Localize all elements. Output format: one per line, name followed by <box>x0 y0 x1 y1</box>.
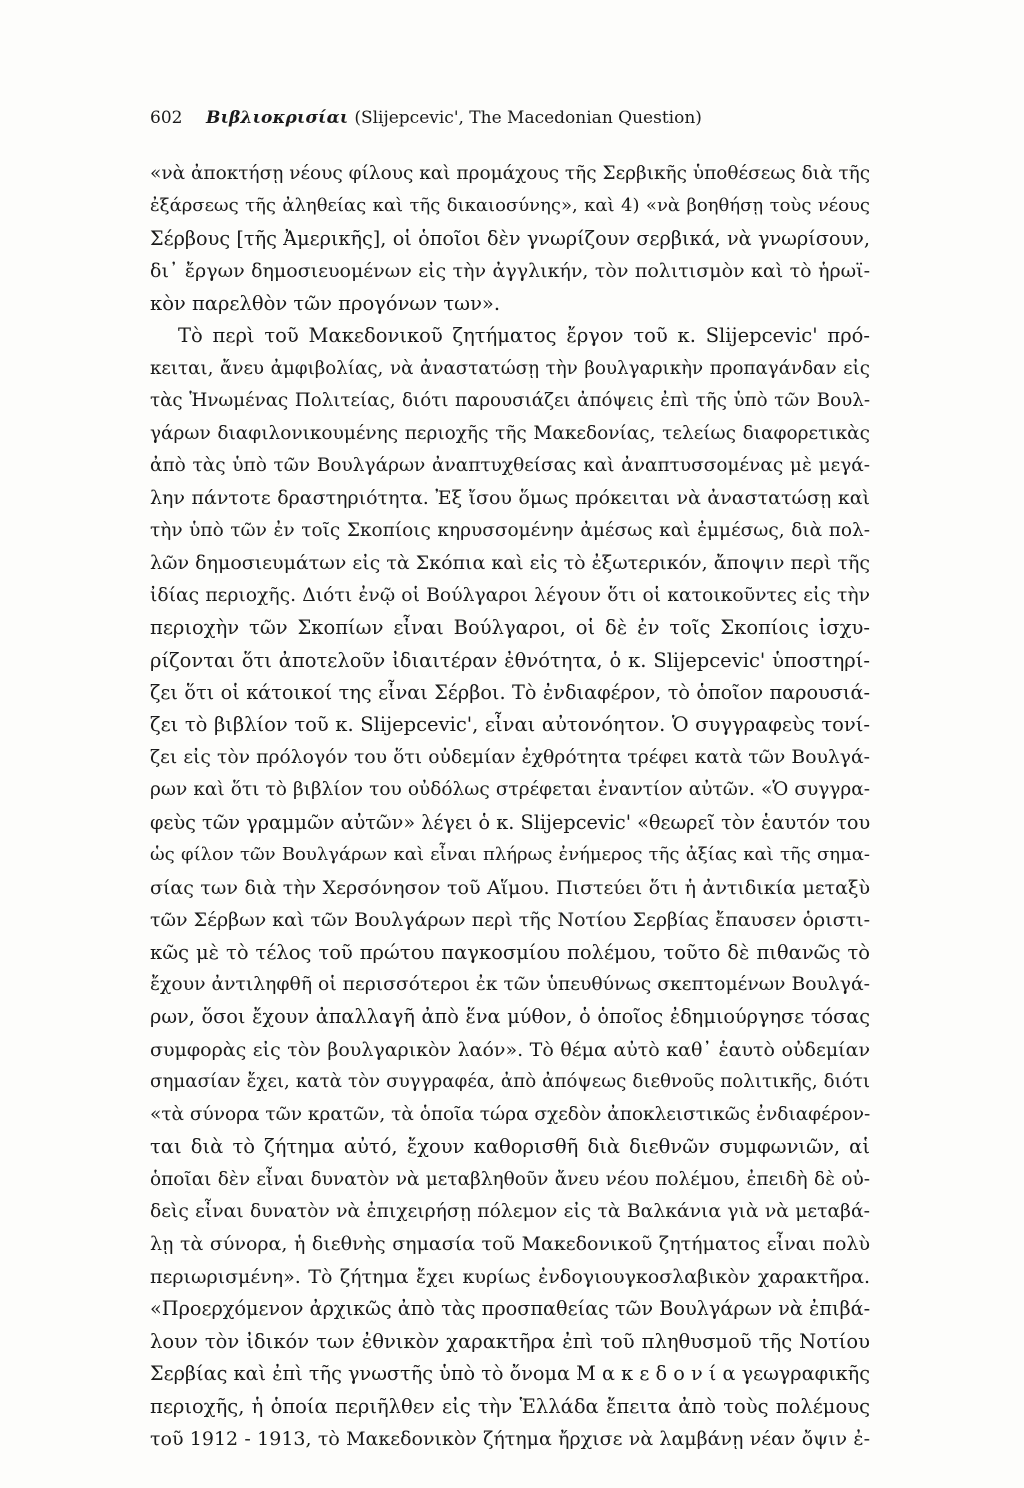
text-line: «νὰ ἀποκτήσῃ νέους φίλους καὶ προμάχους τῆς Σερβικῆς ὑποθέσεως διὰ τῆς <box>150 163 870 184</box>
text-line: Σέρβους [τῆς Ἀμερικῆς], οἱ ὁποῖοι δὲν γνωρίζουν σερβικά, νὰ γνωρίσουν, <box>150 226 870 250</box>
text-line: λην πάντοτε δραστηριότητα. Ἐξ ἴσου ὅμως πρόκειται νὰ ἀναστατώσῃ καὶ <box>150 487 870 510</box>
text-line: γάρων διαφιλονικουμένης περιοχῆς τῆς Μακεδονίας, τελείως διαφορετικὰς <box>150 422 870 444</box>
running-subtitle: (Slijepcevic', The Macedonian Question) <box>354 108 702 128</box>
running-title: Βιβλιοκρισίαι <box>206 108 349 128</box>
text-line: περιοχὴν τῶν Σκοπίων εἶναι Βούλγαροι, οἱ δὲ ἐν τοῖς Σκοπίοις ἰσχυ- <box>150 616 870 640</box>
text-line: ρίζονται ὅτι ἀποτελοῦν ἰδιαιτέραν ἐθνότητα, ὁ κ. Slijepcevic' ὑποστηρί- <box>150 648 870 672</box>
text-line: φεὺς τῶν γραμμῶν αὐτῶν» λέγει ὁ κ. Slijepcevic' «θεωρεῖ τὸν ἑαυτόν του <box>150 810 870 834</box>
text-line: ζει τὸ βιβλίον τοῦ κ. Slijepcevic', εἶναι αὐτονόητον. Ὁ συγγραφεὺς τονί- <box>150 713 870 737</box>
text-line: ἀπὸ τὰς ὑπὸ τῶν Βουλγάρων ἀναπτυχθείσας καὶ ἀναπτυσσομένας μὲ μεγά- <box>150 454 870 476</box>
text-line: Τὸ περὶ τοῦ Μακεδονικοῦ ζητήματος ἔργον τοῦ κ. Slijepcevic' πρό- <box>178 324 870 348</box>
text-line: ζει εἰς τὸν πρόλογόν του ὅτι οὐδεμίαν ἐχθρότητα τρέφει κατὰ τῶν Βουλγά- <box>150 746 870 768</box>
text-line: κῶς μὲ τὸ τέλος τοῦ πρώτου παγκοσμίου πολέμου, τοῦτο δὲ πιθανῶς τὸ <box>150 940 870 964</box>
text-line: δι᾽ ἔργων δημοσιευομένων εἰς τὴν ἀγγλικήν, τὸν πολιτισμὸν καὶ τὸ ἡρωϊ- <box>150 260 870 283</box>
text-line: τὴν ὑπὸ τῶν ἐν τοῖς Σκοπίοις κηρυσσομένην ἀμέσως καὶ ἐμμέσως, διὰ πολ- <box>150 519 870 541</box>
text-line: σημασίαν ἔχει, κατὰ τὸν συγγραφέα, ἀπὸ ἀπόψεως διεθνοῦς πολιτικῆς, διότι <box>150 1071 870 1093</box>
text-line: τῶν Σέρβων καὶ τῶν Βουλγάρων περὶ τῆς Νοτίου Σερβίας ἔπαυσεν ὁριστι- <box>150 909 870 932</box>
text-line: περιοχῆς, ἡ ὁποία περιῆλθεν εἰς τὴν Ἑλλάδα ἔπειτα ἀπὸ τοὺς πολέμους <box>150 1394 870 1418</box>
text-line: λῃ τὰ σύνορα, ἡ διεθνὴς σημασία τοῦ Μακεδονικοῦ ζητήματος εἶναι πολὺ <box>150 1233 870 1256</box>
text-line: κειται, ἄνευ ἀμφιβολίας, νὰ ἀναστατώσῃ τὴν βουλγαρικὴν προπαγάνδαν εἰς <box>150 357 870 379</box>
text-line: περιωρισμένη». Τὸ ζήτημα ἔχει κυρίως ἐνδογιουγκοσλαβικὸν χαρακτῆρα. <box>150 1265 870 1288</box>
text-line: ἐξάρσεως τῆς ἀληθείας καὶ τῆς δικαιοσύνης», καὶ 4) «νὰ βοηθήσῃ τοὺς νέους <box>150 195 870 217</box>
text-line: τοῦ 1912 - 1913, τὸ Μακεδονικὸν ζήτημα ἤρχισε νὰ λαμβάνῃ νέαν ὄψιν ἐ- <box>150 1428 870 1451</box>
text-line: ρων, ὅσοι ἔχουν ἀπαλλαγῆ ἀπὸ ἕνα μύθον, ὁ ὁποῖος ἐδημιούργησε τόσας <box>150 1005 870 1029</box>
page-number: 602 <box>150 108 183 128</box>
text-line: ὁποῖαι δὲν εἶναι δυνατὸν νὰ μεταβληθοῦν ἄνευ νέου πολέμου, ἐπειδὴ δὲ οὐ- <box>150 1168 870 1190</box>
text-line: Σερβίας καὶ ἐπὶ τῆς γνωστῆς ὑπὸ τὸ ὄνομα Μ α κ ε δ ο ν ί α γεωγραφικῆς <box>150 1362 870 1386</box>
text-line: ὡς φίλον τῶν Βουλγάρων καὶ εἶναι πλήρως ἐνήμερος τῆς ἀξίας καὶ τῆς σημα- <box>150 844 870 866</box>
page-header <box>150 104 870 132</box>
text-line: ζει ὅτι οἱ κάτοικοί της εἶναι Σέρβοι. Τὸ ἐνδιαφέρον, τὸ ὁποῖον παρουσιά- <box>150 681 870 704</box>
text-line: τὰς Ἡνωμένας Πολιτείας, διότι παρουσιάζει ἀπόψεις ἐπὶ τῆς ὑπὸ τῶν Βουλ- <box>150 390 870 412</box>
text-line: κὸν παρελθὸν τῶν προγόνων των». <box>150 291 501 315</box>
text-line: «Προερχόμενον ἀρχικῶς ἀπὸ τὰς προσπαθείας τῶν Βουλγάρων νὰ ἐπιβά- <box>150 1297 870 1321</box>
text-line: ται διὰ τὸ ζήτημα αὐτό, ἔχουν καθορισθῆ διὰ διεθνῶν συμφωνιῶν, αἱ <box>150 1135 870 1159</box>
text-line: ρων καὶ ὅτι τὸ βιβλίον του οὐδόλως στρέφεται ἐναντίον αὐτῶν. «Ὁ συγγρα- <box>150 779 870 801</box>
text-line: «τὰ σύνορα τῶν κρατῶν, τὰ ὁποῖα τώρα σχεδὸν ἀποκλειστικῶς ἐνδιαφέρον- <box>150 1103 870 1125</box>
text-line: ἰδίας περιοχῆς. Διότι ἐνῷ οἱ Βούλγαροι λέγουν ὅτι οἱ κατοικοῦντες εἰς τὴν <box>150 584 870 606</box>
text-line: συμφορὰς εἰς τὸν βουλγαρικὸν λαόν». Τὸ θέμα αὐτὸ καθ᾽ ἑαυτὸ οὐδεμίαν <box>150 1038 870 1061</box>
text-line: σίας των διὰ τὴν Χερσόνησον τοῦ Αἵμου. Πιστεύει ὅτι ἡ ἀντιδικία μεταξὺ <box>150 876 870 899</box>
text-line: λῶν δημοσιευμάτων εἰς τὰ Σκόπια καὶ εἰς τὸ ἐξωτερικόν, ἄποψιν περὶ τῆς <box>150 552 870 575</box>
text-line: λουν τὸν ἰδικόν των ἐθνικὸν χαρακτῆρα ἐπὶ τοῦ πληθυσμοῦ τῆς Νοτίου <box>150 1329 870 1353</box>
text-line: δεὶς εἶναι δυνατὸν νὰ ἐπιχειρήσῃ πόλεμον εἰς τὰ Βαλκάνια γιὰ νὰ μεταβά- <box>150 1201 870 1222</box>
body-text <box>150 158 870 1456</box>
text-line: ἔχουν ἀντιληφθῆ οἱ περισσότεροι ἐκ τῶν ὑπευθύνως σκεπτομένων Βουλγά- <box>150 973 870 995</box>
